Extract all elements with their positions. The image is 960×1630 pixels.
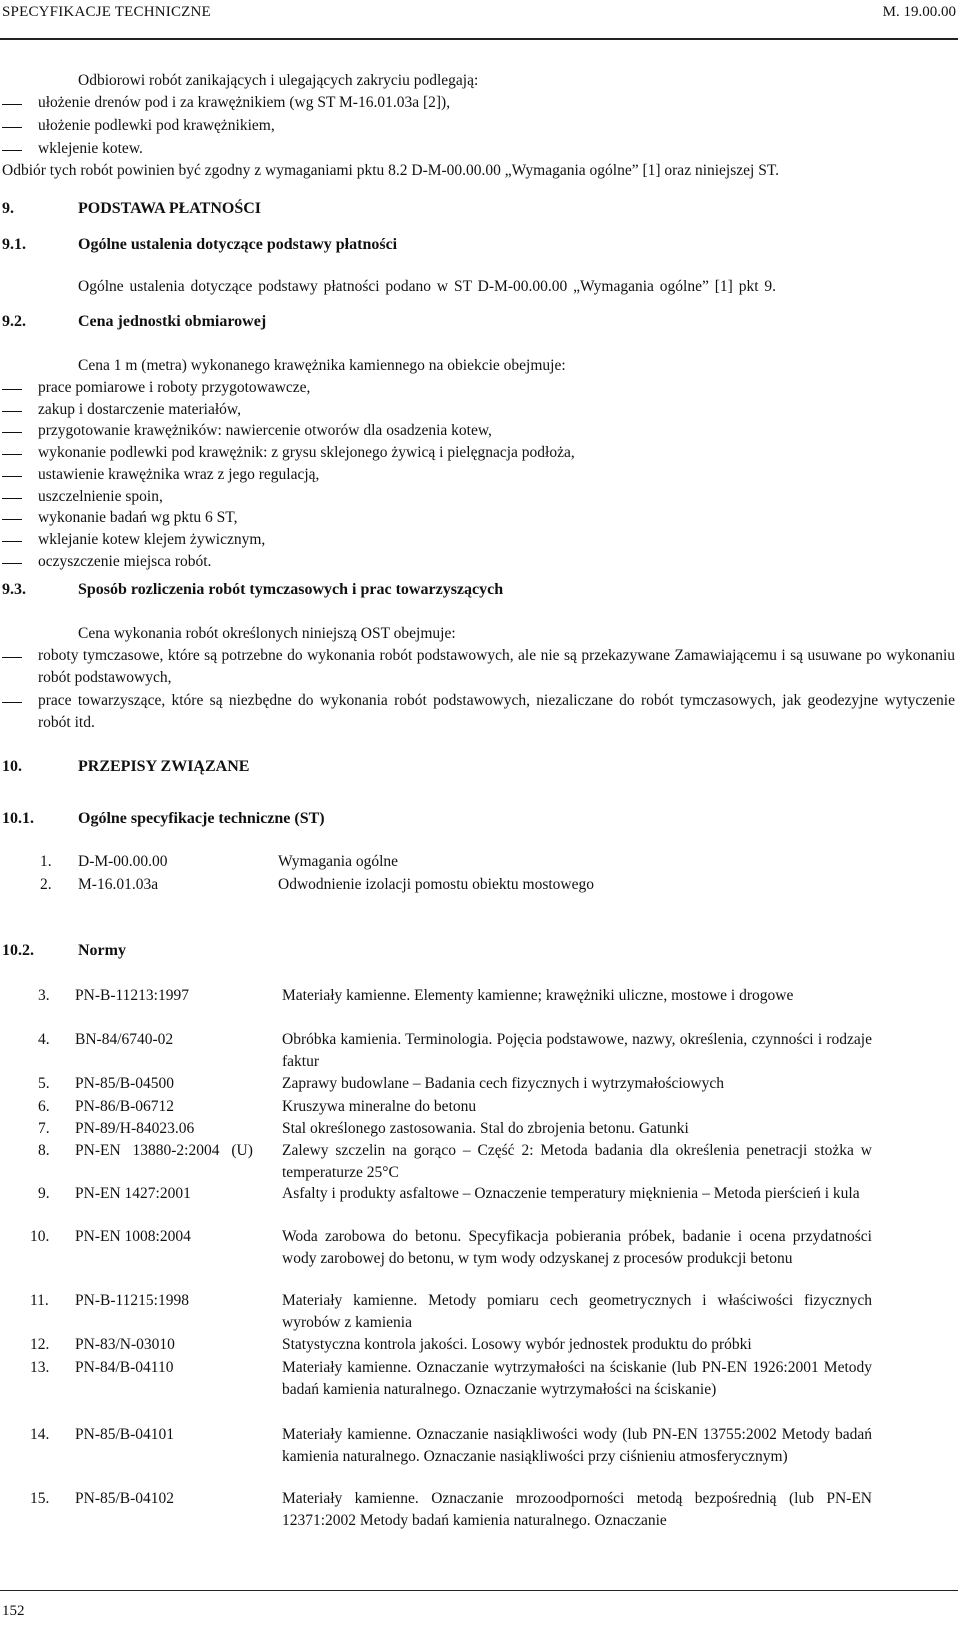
section-9-3-item: prace towarzyszące, które są niezbędne do wykonania robót podstawowych, niezaliczane do robót tymczasowych, jak geodezyjne wytyczenie robót itd.	[38, 692, 955, 731]
norm-code: PN-EN 1427:2001	[75, 1185, 191, 1202]
intro-item: ułożenie podlewki pod krawężnikiem,	[38, 117, 275, 134]
norm-code: PN-84/B-04110	[75, 1359, 174, 1376]
norm-description: Kruszywa mineralne do betonu	[282, 1098, 477, 1115]
norm-description: Materiały kamienne. Oznaczanie wytrzymałości na ściskanie (lub PN-EN 1926:2001 Metody badań kamienia naturalnego. Oznaczanie wytrzymałości na ściskanie)	[282, 1359, 872, 1398]
header-left-title: SPECYFIKACJE TECHNICZNE	[2, 4, 211, 20]
norm-description: Materiały kamienne. Oznaczanie nasiąkliwości wody (lub PN-EN 13755:2002 Metody badań kamienia naturalnego. Oznaczanie nasiąkliwości przy ciśnieniu atmosferycznym)	[282, 1426, 872, 1465]
norm-number: 5.	[38, 1075, 50, 1092]
norm-description: Materiały kamienne. Elementy kamienne; krawężniki uliczne, mostowe i drogowe	[282, 987, 794, 1004]
section-10-number: 10.	[2, 758, 22, 775]
section-9-2-item: wykonanie podlewki pod krawężnik: z grysu sklejonego żywicą i pielęgnacja podłoża,	[38, 444, 575, 462]
norm-number: 14.	[30, 1426, 50, 1443]
section-9-3-lead: Cena wykonania robót określonych niniejszą OST obejmuje:	[78, 625, 456, 642]
norm-number: 11.	[30, 1292, 49, 1309]
footer-divider	[0, 1590, 958, 1591]
norm-description: Materiały kamienne. Oznaczanie mrozoodporności metodą bezpośrednią (lub PN-EN 12371:2002 Metody badań kamienia naturalnego. Oznaczanie	[282, 1490, 872, 1529]
norm-number: 10.	[30, 1228, 50, 1245]
section-9-2-item: zakup i dostarczenie materiałów,	[38, 400, 241, 418]
bullet-dash	[2, 563, 22, 564]
bullet-dash	[2, 432, 22, 433]
section-10-2-title: Normy	[78, 942, 126, 959]
norm-description: Obróbka kamienia. Terminologia. Pojęcia podstawowe, nazwy, określenia, czynności i rodzaje faktur	[282, 1031, 872, 1070]
st-item-number: 2.	[40, 876, 52, 893]
norm-code: PN-85/B-04101	[75, 1426, 175, 1443]
section-9-2-item: uszczelnienie spoin,	[38, 487, 163, 505]
bullet-dash	[2, 702, 22, 703]
bullet-dash	[2, 150, 22, 151]
st-item-code: M-16.01.03a	[78, 876, 159, 893]
st-item-code: D-M-00.00.00	[78, 853, 168, 870]
norm-code: PN-89/H-84023.06	[75, 1120, 195, 1137]
norm-code: PN-85/B-04102	[75, 1490, 175, 1507]
section-9-2-item: wklejanie kotew klejem żywicznym,	[38, 530, 266, 548]
intro-item: wklejenie kotew.	[38, 140, 143, 157]
bullet-dash	[2, 541, 22, 542]
norm-code: PN-B-11213:1997	[75, 987, 189, 1004]
intro-lead: Odbiorowi robót zanikających i ulegających zakryciu podlegają:	[78, 72, 479, 89]
section-9-title: PODSTAWA PŁATNOŚCI	[78, 200, 261, 217]
section-9-3-number: 9.3.	[2, 581, 26, 598]
section-9-3-title: Sposób rozliczenia robót tymczasowych i prac towarzyszących	[78, 581, 504, 598]
section-9-2-number: 9.2.	[2, 313, 26, 330]
section-9-1-title: Ogólne ustalenia dotyczące podstawy płatności	[78, 236, 398, 253]
section-9-2-item: prace pomiarowe i roboty przygotowawcze,	[38, 379, 311, 396]
norm-description: Asfalty i produkty asfaltowe – Oznaczenie temperatury mięknienia – Metoda pierścień i kula	[282, 1185, 860, 1202]
norm-code: PN-83/N-03010	[75, 1336, 175, 1353]
section-9-3-item: roboty tymczasowe, które są potrzebne do wykonania robót podstawowych, ale nie są przekazywane Zamawiającemu i są usuwane po wykonaniu robót podstawowych,	[38, 647, 955, 686]
norm-code: PN-EN 1008:2004	[75, 1228, 191, 1245]
section-9-number: 9.	[2, 200, 14, 217]
section-10-title: PRZEPISY ZWIĄZANE	[78, 758, 250, 775]
st-item-description: Wymagania ogólne	[278, 853, 399, 870]
section-9-2-item: wykonanie badań wg pktu 6 ST,	[38, 509, 238, 527]
bullet-dash	[2, 389, 22, 390]
norm-number: 4.	[38, 1031, 50, 1048]
st-item-number: 1.	[40, 853, 52, 870]
section-10-1-number: 10.1.	[2, 810, 34, 827]
norm-number: 15.	[30, 1490, 50, 1507]
norm-code: PN-85/B-04500	[75, 1075, 175, 1092]
norm-description: Zalewy szczelin na gorąco – Część 2: Metoda badania dla określenia penetracji stożka w temperaturze 25°C	[282, 1142, 872, 1181]
section-9-2-title: Cena jednostki obmiarowej	[78, 313, 267, 330]
norm-code: BN-84/6740-02	[75, 1031, 174, 1048]
norm-code: PN-86/B-06712	[75, 1098, 175, 1115]
intro-item: ułożenie drenów pod i za krawężnikiem (wg ST M-16.01.03a [2]),	[38, 94, 451, 111]
page-header	[0, 0, 958, 40]
norm-description: Materiały kamienne. Metody pomiaru cech geometrycznych i właściwości fizycznych wyrobów z kamienia	[282, 1292, 872, 1331]
bullet-dash	[2, 454, 22, 455]
page-number: 152	[2, 1603, 25, 1619]
bullet-dash	[2, 411, 22, 412]
section-9-1-number: 9.1.	[2, 236, 26, 253]
norm-code: PN-EN 13880-2:2004 (U)	[75, 1142, 253, 1159]
norm-code: PN-B-11215:1998	[75, 1292, 189, 1309]
section-9-2-item: oczyszczenie miejsca robót.	[38, 552, 212, 570]
norm-number: 8.	[38, 1142, 50, 1159]
norm-description: Zaprawy budowlane – Badania cech fizycznych i wytrzymałościowych	[282, 1075, 725, 1092]
norm-number: 12.	[30, 1336, 50, 1353]
norm-description: Statystyczna kontrola jakości. Losowy wybór jednostek produktu do próbki	[282, 1336, 752, 1353]
section-10-1-title: Ogólne specyfikacje techniczne (ST)	[78, 810, 325, 827]
norm-description: Woda zarobowa do betonu. Specyfikacja pobierania próbek, badanie i ocena przydatności wody zarobowej do betonu, w tym wody odzyskanej z procesów produkcji betonu	[282, 1228, 872, 1267]
bullet-dash	[2, 498, 22, 499]
header-right-code: M. 19.00.00	[882, 4, 956, 20]
bullet-dash	[2, 476, 22, 477]
intro-closing: Odbiór tych robót powinien być zgodny z wymaganiami pktu 8.2 D-M-00.00.00 „Wymagania ogólne” [1] oraz niniejszej ST.	[2, 162, 780, 179]
section-9-2-item: przygotowanie krawężników: nawiercenie otworów dla osadzenia kotew,	[38, 422, 492, 440]
section-9-1-text: Ogólne ustalenia dotyczące podstawy płatności podano w ST D-M-00.00.00 „Wymagania ogólne” [1] pkt 9.	[78, 278, 777, 295]
norm-number: 9.	[38, 1185, 50, 1202]
bullet-dash	[2, 657, 22, 658]
bullet-dash	[2, 127, 22, 128]
norm-number: 6.	[38, 1098, 50, 1115]
norm-description: Stal określonego zastosowania. Stal do zbrojenia betonu. Gatunki	[282, 1120, 689, 1137]
section-9-2-item: ustawienie krawężnika wraz z jego regulacją,	[38, 465, 320, 483]
st-item-description: Odwodnienie izolacji pomostu obiektu mostowego	[278, 876, 594, 893]
norm-number: 7.	[38, 1120, 50, 1137]
norm-number: 13.	[30, 1359, 50, 1376]
section-10-2-number: 10.2.	[2, 942, 34, 959]
section-9-2-lead: Cena 1 m (metra) wykonanego krawężnika kamiennego na obiekcie obejmuje:	[78, 357, 566, 374]
bullet-dash	[2, 519, 22, 520]
bullet-dash	[2, 104, 22, 105]
norm-number: 3.	[38, 987, 50, 1004]
